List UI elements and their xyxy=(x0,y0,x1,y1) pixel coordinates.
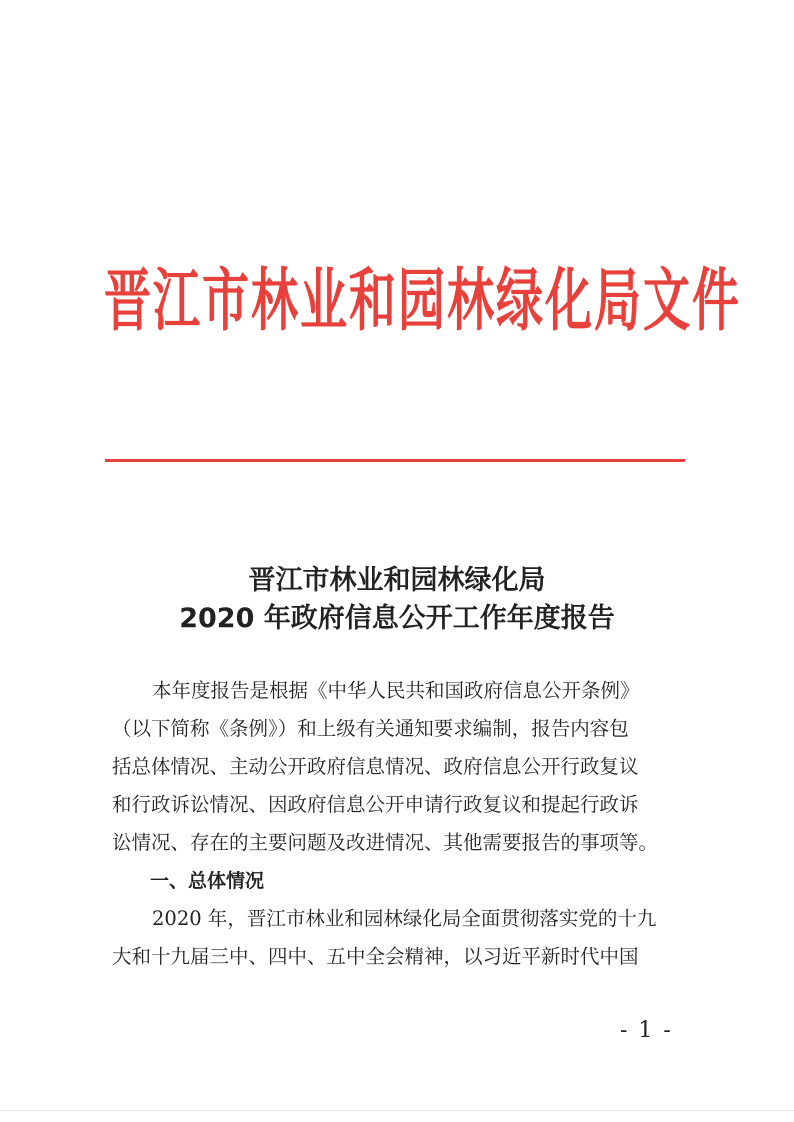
paragraph-line: 括总体情况、主动公开政府信息情况、政府信息公开行政复议 xyxy=(112,755,639,778)
overview-paragraph xyxy=(112,900,692,976)
red-divider-line xyxy=(105,459,685,462)
page-number: - 1 - xyxy=(620,1018,673,1043)
report-title-line-1: 晋江市林业和园林绿化局 xyxy=(248,565,546,596)
paragraph-line: 讼情况、存在的主要问题及改进情况、其他需要报告的事项等。 xyxy=(112,831,659,854)
page-bottom-edge xyxy=(0,1110,794,1111)
paragraph-line: 大和十九届三中、四中、五中全会精神，以习近平新时代中国 xyxy=(112,945,639,968)
paragraph-line: 本年度报告是根据《中华人民共和国政府信息公开条例》 xyxy=(152,679,640,702)
paragraph-line: 和行政诉讼情况、因政府信息公开申请行政复议和提起行政诉 xyxy=(112,793,639,816)
report-title-line-2: 2020 年政府信息公开工作年度报告 xyxy=(179,603,615,634)
section-heading-overview: 一、总体情况 xyxy=(150,870,265,892)
document-masthead: 晋江市林业和园林绿化局文件 xyxy=(104,261,741,342)
intro-paragraph xyxy=(112,672,692,862)
paragraph-line: （以下简称《条例》）和上级有关通知要求编制，报告内容包 xyxy=(112,717,629,740)
paragraph-line: 2020 年，晋江市林业和园林绿化局全面贯彻落实党的十九 xyxy=(152,907,657,930)
